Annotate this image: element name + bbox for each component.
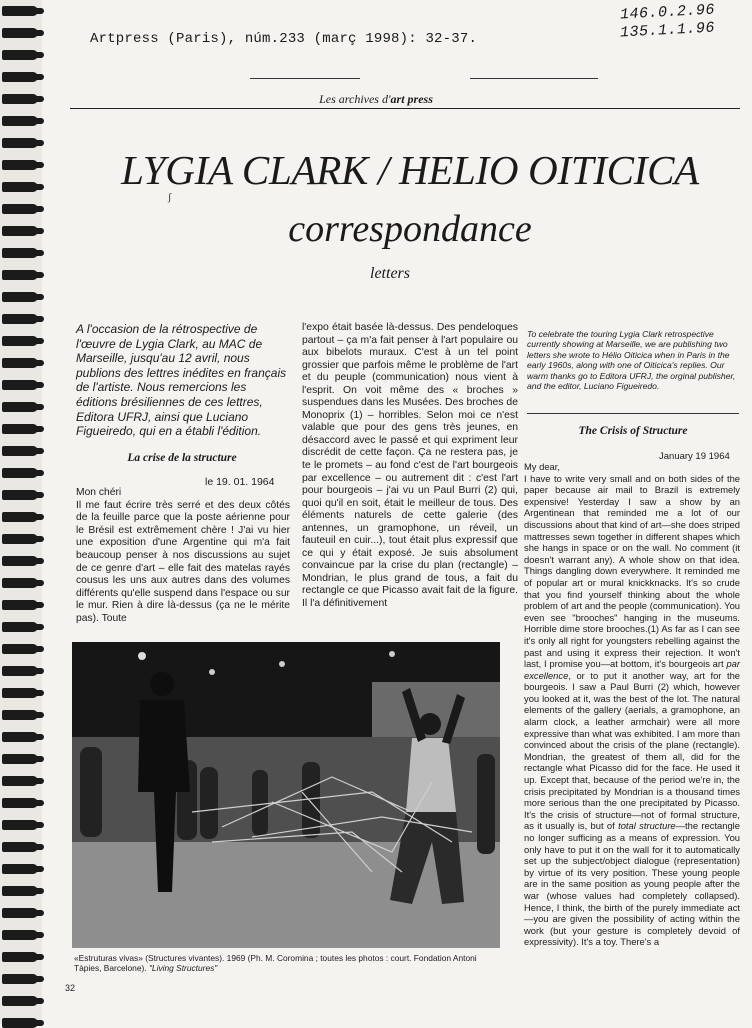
letter-body-french [76, 487, 290, 626]
binding-coil [2, 732, 38, 742]
letter-body-english [524, 461, 740, 948]
heading-french: La crise de la structure [127, 452, 237, 464]
binding-coil [2, 820, 38, 830]
binding-coil [2, 908, 38, 918]
binding-coil [2, 72, 38, 82]
binding-coil [2, 556, 38, 566]
intro-english: To celebrate the touring Lygia Clark retrospective currently showing at Marseille, we are publishing two letters she wrote to Hélio Oiticica when in Paris in the early 1960s, along with one of Oiticica's replies. Our warm thanks go to Editora UFRJ, the orginal publisher, and the editor, Luciano Figueiredo. [527, 329, 736, 392]
binding-coil [2, 974, 38, 984]
binding-coil [2, 798, 38, 808]
performance-photo [72, 642, 500, 948]
binding-coil [2, 930, 38, 940]
binding-coil [2, 204, 38, 214]
photo-illustration [72, 642, 500, 948]
binding-coil [2, 600, 38, 610]
binding-coil [2, 424, 38, 434]
binding-coil [2, 534, 38, 544]
binding-coil [2, 226, 38, 236]
phrase-par-excellence: par excellence [524, 658, 740, 681]
header-rule [70, 108, 740, 109]
binding-coil [2, 490, 38, 500]
binding-coil [2, 314, 38, 324]
article-subtitle: correspondance [288, 208, 532, 250]
binding-coil [2, 1018, 38, 1028]
letter-date-french: le 19. 01. 1964 [205, 476, 275, 488]
binding-coil [2, 688, 38, 698]
letter-text-english-1: I have to write very small and on both sides of the paper because air mail to Brazil is extremely expensive! Yesterday I saw a show by an Argentinean that reminded me a lot of our discussions about that kind of art—she does striped mattresses sewn together in different shapes which she hangs in space or on the wall. No comment (it doesn't warrant any). A whole show on that idea. Things dangling down everywhere. It reminded me of popular art or mural knickknacks. It's so crude that you find yourself thinking about the whole problem of art and the people (communication). You even see "brooches" hanging in the museums. Horrible dime store brooches.(1) As far as I can see it's only all right for youngsters rebelling against the past and using it express their rejection. It won't last, I promise you—at bottom, it's bourgeois art [524, 472, 740, 670]
letter-date-english: January 19 1964 [659, 451, 730, 462]
letter-column-2: l'expo était basée là-dessus. Des pendeloques partout – ça m'a fait penser à l'art populaire ou aux bibelots muraux. C'est à un tel point grossier que parfois même le problème de l'art et du peuple (communication) nous vient à l'esprit. On voit même des « broches » suspendues dans les Musées. Des broches de Monoprix (1) – horribles. Selon moi ce n'est valable que pour des gens très jeunes, en désaccord avec le passé et qui expriment leur discrédit de cette façon. Ça ne restera pas, je te le promets – au fond c'est de l'art bourgeois par excellence – ou autrement dit : c'est l'art pour bourgeois – j'ai vu un Paul Burri (2) qui, quoi qu'il en soit, était le meilleur de tous. Des éléments naturels de cette galerie (des antennes, un gramophone, un réveil, un fauteuil en cuir...), tout était plus expressif que ce qui y était exposé. Je suis absolument convaincue par la crise du plan (rectangle) – Mondrian, le plus grand de tous, a fait du rectangle ce que Picasso avait fait de la figure. Il l'a définitivement [302, 322, 518, 610]
binding-coil [2, 754, 38, 764]
binding-coil [2, 138, 38, 148]
binding-coil [2, 996, 38, 1006]
header-rule-left [250, 78, 360, 79]
letter-text-english-2: , or to put it another way, art for the bourgeois. I saw a Paul Burri (2) which, however you looked at it, was the best of the lot. The natural elements of the gallery (aerials, a gramophone, an alarm clock, a leather armchair) were all more expressive than what was exhibited. I am more than convinced about the crisis of the plane (rectangle). Mondrian, the greatest of them all, did for the rectangle what Picasso did for the face. He used it up. Except that, because of the period we're in, the crisis precipitated by Mondrian is a thousand times more serious than the one precipitated by Picasso. It's the crisis of structure—not of formal structure, as it usually is, but of [524, 669, 740, 832]
section-label [0, 92, 752, 107]
binding-coil [2, 182, 38, 192]
handwritten-note-1: 146.0.2.96 [619, 1, 716, 24]
binding-coil [2, 160, 38, 170]
binding-coil [2, 864, 38, 874]
page-number: 32 [65, 983, 76, 993]
salutation-french: Mon chéri [76, 487, 122, 498]
letter-text-english-3: —the rectangle no longer sufficing as a means of expression. You only have to put it on the wall for it to automatically set up the subject/object dialogue (representation) by virtue of its very position. These young people are in the same position as young people after the war (whose values had completely collapsed). Hence, I think, the birth of the purely immediate act—you are given the possibility of acting within the work (but your gesture is completely devoid of expressivity). It's a toy. There's a [524, 820, 740, 948]
binding-coil [2, 6, 38, 16]
photo-caption [74, 953, 504, 974]
binding-coil [2, 380, 38, 390]
binding-coil [2, 248, 38, 258]
binding-coil [2, 468, 38, 478]
binding-coil [2, 776, 38, 786]
binding-coil [2, 358, 38, 368]
binding-coil [2, 644, 38, 654]
article-title: LYGIA CLARK / HELIO OITICICA [121, 147, 699, 193]
binding-coil [2, 402, 38, 412]
binding-coil [2, 842, 38, 852]
binding-coil [2, 578, 38, 588]
article-subtitle-en: letters [370, 265, 410, 282]
binding-coil [2, 710, 38, 720]
binding-coil [2, 512, 38, 522]
letter-text-french: Il me faut écrire très serré et des deux côtés de la feuille parce que la poste aérienne pour le Brésil est extrêmement chère ! J'ai vu hier une exposition d'une Argentine qui m'a fait beaucoup penser à nos discussions au sujet de ce genre d'art – elle fait des matelas rayés cousus les uns aux autres dans des volumes différents qu'elle suspend dans l'espace ou sur le mur. Rien à dire là-dessus (ça ne le mérite pas). Toute [76, 499, 290, 624]
binding-coil [2, 28, 38, 38]
binding-coil [2, 952, 38, 962]
binding-coil [2, 270, 38, 280]
binding-coil [2, 622, 38, 632]
binding-coil [2, 886, 38, 896]
header-rule-right [470, 78, 598, 79]
binding-coil [2, 446, 38, 456]
binding-coil [2, 50, 38, 60]
handwritten-note-2: 135.1.1.96 [619, 19, 716, 42]
phrase-total-structure: total structure [618, 820, 676, 832]
citation-line: Artpress (Paris), núm.233 (març 1998): 32-37. [90, 31, 478, 47]
caption-english-title: "Living Structures" [148, 963, 218, 974]
caption-text: «Estruturas vivas» (Structures vivantes). 1969 (Ph. M. Coromina ; toutes les photos : court. Fondation Antoni Tàpies, Barcelone). [74, 953, 477, 974]
english-intro-rule [527, 413, 739, 414]
salutation-english: My dear, [524, 461, 560, 472]
binding-coil [2, 292, 38, 302]
section-label-prefix: Les archives d' [319, 92, 391, 106]
heading-english: The Crisis of Structure [578, 425, 688, 437]
binding-coil [2, 336, 38, 346]
intro-french: A l'occasion de la rétrospective de l'œuvre de Lygia Clark, au MAC de Marseille, jusqu'au 12 avril, nous publions des lettres inédites en français de l'artiste. Nous remercions les éditions brésiliennes de ces lettres, Editora UFRJ, ainsi que Luciano Figueiredo, qui en a établi l'édition. [76, 322, 287, 439]
section-label-brand: art press [390, 92, 433, 106]
spiral-binding [0, 0, 42, 1024]
binding-coil [2, 116, 38, 126]
binding-coil [2, 666, 38, 676]
pen-mark: ʃ [168, 192, 172, 203]
